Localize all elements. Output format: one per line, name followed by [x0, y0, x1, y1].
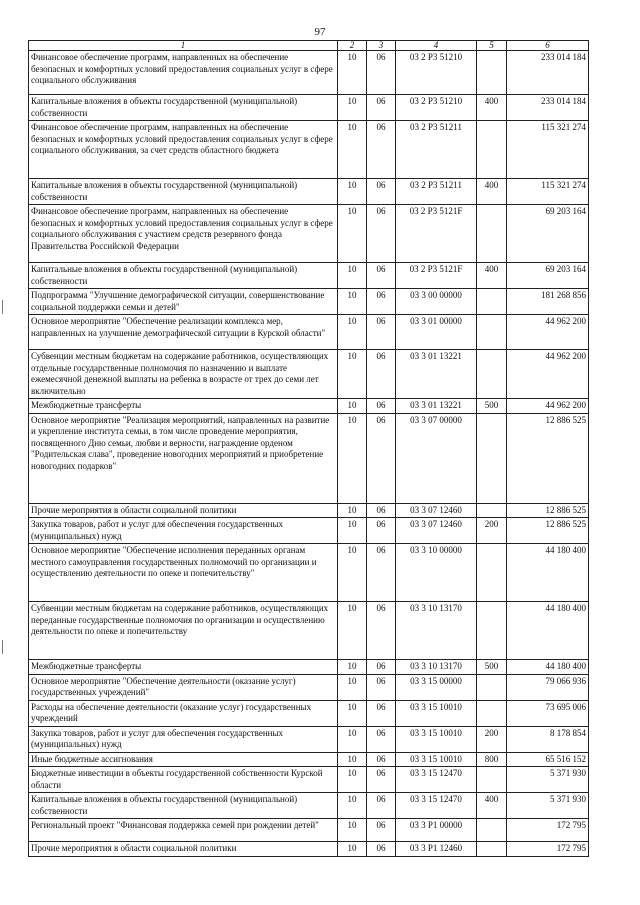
- row-expense-type: [477, 700, 507, 726]
- page-number: 97: [314, 26, 326, 38]
- row-amount: 172 795: [507, 819, 589, 842]
- row-target-article: 03 3 15 12470: [396, 793, 477, 819]
- row-expense-type: [477, 674, 507, 700]
- row-name: Финансовое обеспечение программ, направленных на обеспечение безопасных и комфортных условий предоставления социальных услуг в сфере социального обслуживания, за счет средств областного бюджета: [29, 121, 338, 179]
- row-subsection: 06: [367, 95, 396, 121]
- row-subsection: 06: [367, 121, 396, 179]
- row-subsection: 06: [367, 205, 396, 263]
- row-name: Межбюджетные трансферты: [29, 660, 338, 675]
- row-amount: 115 321 274: [507, 121, 589, 179]
- row-name: Субвенции местным бюджетам на содержание работников, осуществляющих переданные государственные полномочия по организации и осуществлению деятельности по опеке и попечительству: [29, 602, 338, 660]
- row-expense-type: [477, 602, 507, 660]
- table-row: [29, 752, 589, 767]
- row-amount: 79 066 936: [507, 674, 589, 700]
- row-amount: 44 180 400: [507, 544, 589, 602]
- row-subsection: 06: [367, 752, 396, 767]
- row-target-article: 03 3 07 00000: [396, 413, 477, 503]
- row-name: Финансовое обеспечение программ, направленных на обеспечение безопасных и комфортных условий предоставления социальных услуг в сфере социального обслуживания с участием средств резервного фонда Правительства Российской Федерации: [29, 205, 338, 263]
- header-col-6: 6: [507, 41, 589, 51]
- row-section: 10: [338, 674, 367, 700]
- table-row: [29, 660, 589, 675]
- row-expense-type: 200: [477, 518, 507, 544]
- row-target-article: 03 3 15 10010: [396, 700, 477, 726]
- row-section: 10: [338, 413, 367, 503]
- row-expense-type: [477, 51, 507, 95]
- row-section: 10: [338, 503, 367, 518]
- budget-table: [28, 40, 589, 857]
- table-row: [29, 121, 589, 179]
- row-name: Закупка товаров, работ и услуг для обеспечения государственных (муниципальных) нужд: [29, 726, 338, 752]
- row-section: 10: [338, 518, 367, 544]
- row-name: Основное мероприятие "Реализация мероприятий, направленных на развитие и укрепление института семьи, в том числе проведение мероприятия, посвященного Дню семьи, любви и верности, награждение орденом "Родительская слава", проведение новогодних мероприятий и приобретение новогодних подарков": [29, 413, 338, 503]
- table-row: [29, 95, 589, 121]
- row-name: Прочие мероприятия в области социальной политики: [29, 842, 338, 857]
- row-target-article: 03 3 10 13170: [396, 660, 477, 675]
- row-expense-type: [477, 544, 507, 602]
- row-amount: 65 516 152: [507, 752, 589, 767]
- table-row: [29, 842, 589, 857]
- row-section: 10: [338, 660, 367, 675]
- row-expense-type: 500: [477, 660, 507, 675]
- row-amount: 115 321 274: [507, 179, 589, 205]
- row-amount: 5 371 930: [507, 793, 589, 819]
- row-subsection: 06: [367, 842, 396, 857]
- row-target-article: 03 2 P3 51211: [396, 179, 477, 205]
- row-subsection: 06: [367, 399, 396, 414]
- table-row: [29, 726, 589, 752]
- row-amount: 69 203 164: [507, 263, 589, 289]
- row-name: Капитальные вложения в объекты государственной (муниципальной) собственности: [29, 793, 338, 819]
- row-expense-type: 200: [477, 726, 507, 752]
- row-amount: 233 014 184: [507, 51, 589, 95]
- row-name: Капитальные вложения в объекты государственной (муниципальной) собственности: [29, 95, 338, 121]
- row-amount: 172 795: [507, 842, 589, 857]
- row-amount: 12 886 525: [507, 413, 589, 503]
- table-row: [29, 289, 589, 315]
- row-target-article: 03 3 15 10010: [396, 726, 477, 752]
- row-name: Региональный проект "Финансовая поддержка семей при рождении детей": [29, 819, 338, 842]
- row-expense-type: [477, 350, 507, 399]
- row-target-article: 03 3 01 13221: [396, 350, 477, 399]
- table-row: [29, 674, 589, 700]
- row-subsection: 06: [367, 726, 396, 752]
- row-amount: 44 962 200: [507, 350, 589, 399]
- row-subsection: 06: [367, 602, 396, 660]
- row-target-article: 03 2 P3 51210: [396, 51, 477, 95]
- table-row: [29, 518, 589, 544]
- row-subsection: 06: [367, 350, 396, 399]
- table-row: [29, 602, 589, 660]
- row-target-article: 03 3 15 12470: [396, 767, 477, 793]
- row-amount: 12 886 525: [507, 503, 589, 518]
- row-name: Прочие мероприятия в области социальной политики: [29, 503, 338, 518]
- row-subsection: 06: [367, 660, 396, 675]
- header-col-4: 4: [396, 41, 477, 51]
- row-amount: 5 371 930: [507, 767, 589, 793]
- row-expense-type: [477, 819, 507, 842]
- row-target-article: 03 3 15 10010: [396, 752, 477, 767]
- row-name: Межбюджетные трансферты: [29, 399, 338, 414]
- header-col-2: 2: [338, 41, 367, 51]
- row-expense-type: 400: [477, 95, 507, 121]
- row-amount: 69 203 164: [507, 205, 589, 263]
- row-target-article: 03 2 P3 51211: [396, 121, 477, 179]
- row-target-article: 03 3 P1 12460: [396, 842, 477, 857]
- row-target-article: 03 3 00 00000: [396, 289, 477, 315]
- row-expense-type: [477, 205, 507, 263]
- header-col-5: 5: [477, 41, 507, 51]
- row-amount: 44 962 200: [507, 315, 589, 350]
- row-expense-type: 400: [477, 793, 507, 819]
- table-row: [29, 700, 589, 726]
- row-amount: 233 014 184: [507, 95, 589, 121]
- row-expense-type: 800: [477, 752, 507, 767]
- row-subsection: 06: [367, 793, 396, 819]
- row-section: 10: [338, 205, 367, 263]
- row-section: 10: [338, 350, 367, 399]
- row-name: Основное мероприятие "Обеспечение реализации комплекса мер, направленных на улучшение демографической ситуации в Курской области": [29, 315, 338, 350]
- table-row: [29, 544, 589, 602]
- header-col-1: 1: [29, 41, 338, 51]
- table-row: [29, 263, 589, 289]
- row-name: Капитальные вложения в объекты государственной (муниципальной) собственности: [29, 263, 338, 289]
- row-section: 10: [338, 399, 367, 414]
- row-subsection: 06: [367, 767, 396, 793]
- table-row: [29, 179, 589, 205]
- row-subsection: 06: [367, 179, 396, 205]
- row-section: 10: [338, 752, 367, 767]
- row-target-article: 03 2 P3 5121F: [396, 205, 477, 263]
- row-target-article: 03 3 07 12460: [396, 503, 477, 518]
- row-section: 10: [338, 793, 367, 819]
- row-expense-type: 400: [477, 263, 507, 289]
- row-amount: 8 178 854: [507, 726, 589, 752]
- row-section: 10: [338, 179, 367, 205]
- row-section: 10: [338, 602, 367, 660]
- row-amount: 44 180 400: [507, 602, 589, 660]
- row-section: 10: [338, 95, 367, 121]
- row-expense-type: [477, 767, 507, 793]
- row-target-article: 03 3 07 12460: [396, 518, 477, 544]
- row-name: Иные бюджетные ассигнования: [29, 752, 338, 767]
- table-row: [29, 767, 589, 793]
- row-name: Расходы на обеспечение деятельности (оказание услуг) государственных учреждений: [29, 700, 338, 726]
- row-section: 10: [338, 121, 367, 179]
- row-expense-type: [477, 289, 507, 315]
- row-section: 10: [338, 842, 367, 857]
- table-row: [29, 350, 589, 399]
- table-row: [29, 399, 589, 414]
- table-row: [29, 205, 589, 263]
- row-expense-type: 500: [477, 399, 507, 414]
- row-subsection: 06: [367, 51, 396, 95]
- row-section: 10: [338, 544, 367, 602]
- table-row: [29, 793, 589, 819]
- row-name: Капитальные вложения в объекты государственной (муниципальной) собственности: [29, 179, 338, 205]
- row-target-article: 03 2 P3 5121F: [396, 263, 477, 289]
- row-expense-type: [477, 503, 507, 518]
- row-name: Закупка товаров, работ и услуг для обеспечения государственных (муниципальных) нужд: [29, 518, 338, 544]
- row-amount: 12 886 525: [507, 518, 589, 544]
- row-name: Субвенции местным бюджетам на содержание работников, осуществляющих отдельные государственные полномочия по назначению и выплате ежемесячной денежной выплаты на ребенка в возрасте от трех до семи лет включительно: [29, 350, 338, 399]
- row-name: Бюджетные инвестиции в объекты государственной собственности Курской области: [29, 767, 338, 793]
- row-subsection: 06: [367, 819, 396, 842]
- row-subsection: 06: [367, 544, 396, 602]
- scan-edge-mark: [2, 300, 3, 314]
- table-row: [29, 413, 589, 503]
- row-amount: 73 695 006: [507, 700, 589, 726]
- row-subsection: 06: [367, 674, 396, 700]
- row-subsection: 06: [367, 289, 396, 315]
- table-row: [29, 51, 589, 95]
- row-subsection: 06: [367, 413, 396, 503]
- row-target-article: 03 2 P3 51210: [396, 95, 477, 121]
- row-amount: 181 268 856: [507, 289, 589, 315]
- row-section: 10: [338, 726, 367, 752]
- row-section: 10: [338, 315, 367, 350]
- scan-edge-mark: [2, 640, 3, 654]
- row-amount: 44 180 400: [507, 660, 589, 675]
- row-subsection: 06: [367, 315, 396, 350]
- row-section: 10: [338, 289, 367, 315]
- row-name: Основное мероприятие "Обеспечение деятельности (оказание услуг) государственных учреждений": [29, 674, 338, 700]
- row-section: 10: [338, 51, 367, 95]
- row-expense-type: [477, 121, 507, 179]
- table-row: [29, 315, 589, 350]
- table-row: [29, 819, 589, 842]
- table-header-row: [29, 41, 589, 51]
- row-target-article: 03 3 15 00000: [396, 674, 477, 700]
- row-target-article: 03 3 01 13221: [396, 399, 477, 414]
- row-expense-type: [477, 315, 507, 350]
- row-target-article: 03 3 01 00000: [396, 315, 477, 350]
- row-target-article: 03 3 P1 00000: [396, 819, 477, 842]
- header-col-3: 3: [367, 41, 396, 51]
- row-expense-type: [477, 842, 507, 857]
- row-name: Финансовое обеспечение программ, направленных на обеспечение безопасных и комфортных условий предоставления социальных услуг в сфере социального обслуживания: [29, 51, 338, 95]
- row-subsection: 06: [367, 518, 396, 544]
- row-subsection: 06: [367, 503, 396, 518]
- table-row: [29, 503, 589, 518]
- row-section: 10: [338, 700, 367, 726]
- row-name: Подпрограмма "Улучшение демографической ситуации, совершенствование социальной поддержки семьи и детей": [29, 289, 338, 315]
- row-subsection: 06: [367, 700, 396, 726]
- row-target-article: 03 3 10 00000: [396, 544, 477, 602]
- row-section: 10: [338, 819, 367, 842]
- row-name: Основное мероприятие "Обеспечение исполнения переданных органам местного самоуправления государственных полномочий по организации и осуществлению деятельности по опеке и попечительству": [29, 544, 338, 602]
- row-section: 10: [338, 263, 367, 289]
- row-section: 10: [338, 767, 367, 793]
- row-expense-type: [477, 413, 507, 503]
- budget-table-body: [29, 41, 589, 857]
- row-expense-type: 400: [477, 179, 507, 205]
- row-target-article: 03 3 10 13170: [396, 602, 477, 660]
- row-subsection: 06: [367, 263, 396, 289]
- row-amount: 44 962 200: [507, 399, 589, 414]
